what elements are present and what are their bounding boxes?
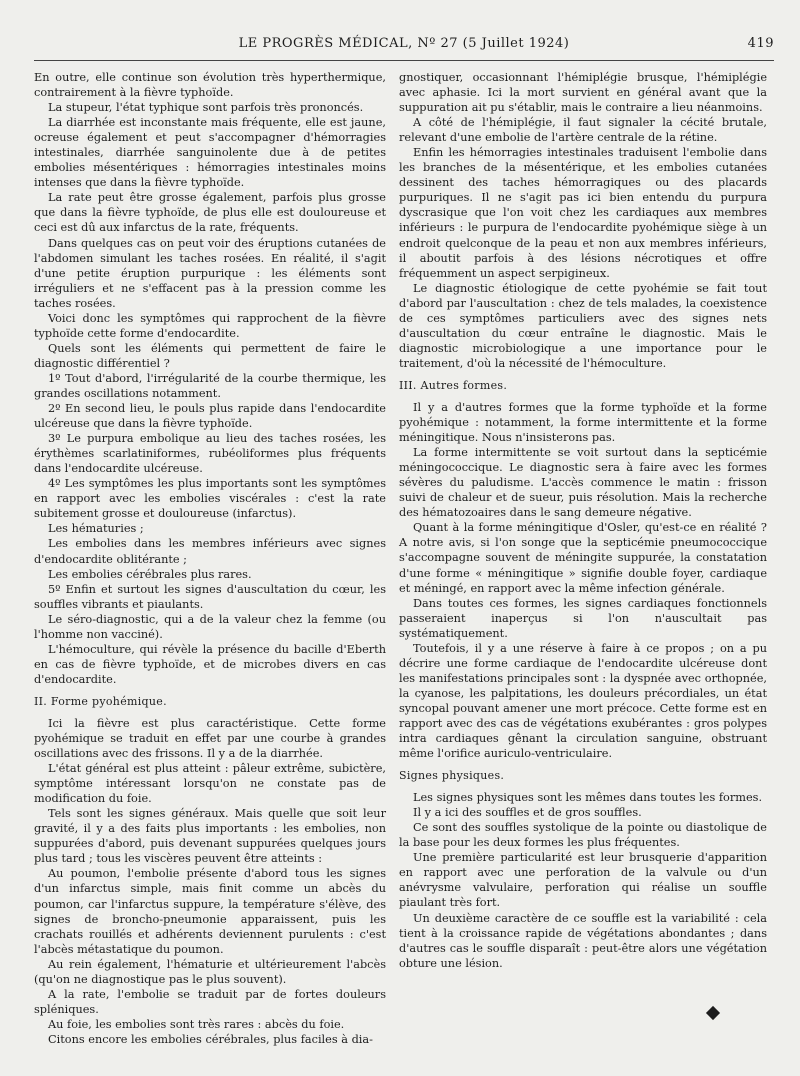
- paragraph: Citons encore les embolies cérébrales, plus faciles à dia-: [48, 1032, 373, 1046]
- paragraph: Les signes physiques sont les mêmes dans toutes les formes.: [413, 791, 763, 805]
- paragraph: La stupeur, l'état typhique sont parfois très prononcés.: [48, 101, 364, 115]
- header-rule: [34, 60, 774, 61]
- paragraph: Il y a ici des souffles et de gros souffles.: [413, 806, 642, 820]
- paragraph: A côté de l'hémiplégie, il faut signaler la cécité brutale, relevant d'une embolie de l'artère centrale de la rétine.: [399, 116, 767, 145]
- paragraph: Quels sont les éléments qui permettent de faire le diagnostic différentiel ?: [34, 341, 386, 370]
- paragraph: Quant à la forme méningitique d'Osler, qu'est-ce en réalité ? A notre avis, si l'on songe que la septicémie pneumococcique s'accompagne souvent de méningite suppurée, la constatation d'une forme « méningitique » signifie double foyer, cardiaque et méningé, en rapport avec la même infection générale.: [399, 521, 767, 595]
- section-heading: III. Autres formes.: [399, 378, 508, 392]
- paragraph: 4º Les symptômes les plus importants sont les symptômes en rapport avec les embolies viscérales : c'est la rate subitement grosse et douloureuse (infarctus).: [34, 477, 386, 521]
- paragraph: Ce sont des souffles systolique de la pointe ou diastolique de la base pour les deux formes les plus fréquentes.: [399, 821, 767, 850]
- paragraph: La rate peut être grosse également, parfois plus grosse que dans la fièvre typhoïde, de plus elle est douloureuse et ceci est dû aux infarctus de la rate, fréquents.: [34, 191, 386, 235]
- diamond-ornament-icon: [706, 1006, 720, 1020]
- paragraph: 5º Enfin et surtout les signes d'auscultation du cœur, les souffles vibrants et piaulants.: [34, 582, 386, 611]
- paragraph: Au poumon, l'embolie présente d'abord tous les signes d'un infarctus simple, mais finit comme un abcès du poumon, car l'infarctus suppure, la température s'élève, des signes de broncho-pneumonie apparaissent, puis les crachats rouillés et adhérents deviennent purulents : c'est l'abcès métastatique du poumon.: [34, 867, 386, 956]
- paragraph: Une première particularité est leur brusquerie d'apparition en rapport avec une perforation de la valvule ou d'un anévrysme valvulaire, perforation qui réalise un souffle piaulant très fort.: [399, 851, 767, 910]
- paragraph: 2º En second lieu, le pouls plus rapide dans l'endocardite ulcéreuse que dans la fièvre typhoïde.: [34, 402, 386, 431]
- paragraph: Les embolies dans les membres inférieurs avec signes d'endocardite oblitérante ;: [34, 537, 386, 566]
- paragraph: L'état général est plus atteint : pâleur extrême, subictère, symptôme intéressant lorsqu'on ne constate pas de modification du foie.: [34, 762, 386, 806]
- paragraph: 1º Tout d'abord, l'irrégularité de la courbe thermique, les grandes oscillations notamment.: [34, 371, 386, 400]
- paragraph: Dans toutes ces formes, les signes cardiaques fonctionnels passeraient inaperçus si l'on n'auscultait pas systématiquement.: [399, 596, 767, 640]
- left-column: [34, 70, 386, 1047]
- section-heading: Signes physiques.: [399, 769, 505, 783]
- paragraph: Voici donc les symptômes qui rapprochent de la fièvre typhoïde cette forme d'endocardite.: [34, 311, 386, 340]
- page-number: 419: [747, 36, 774, 51]
- paragraph: Au foie, les embolies sont très rares : abcès du foie.: [48, 1017, 345, 1031]
- paragraph: 3º Le purpura embolique au lieu des taches rosées, les érythèmes scarlatiniformes, rubéoliformes plus fréquents dans l'endocardite ulcéreuse.: [34, 432, 386, 476]
- paragraph: Le diagnostic étiologique de cette pyohémie se fait tout d'abord par l'auscultation : chez de tels malades, la coexistence de ces symptômes particuliers avec des signes nets d'auscultation du cœur entraîne le diagnostic. Mais le diagnostic microbiologique a une importance pour le traitement, d'où la nécessité de l'hémoculture.: [399, 281, 767, 370]
- paragraph: Enfin les hémorragies intestinales traduisent l'embolie dans les branches de la mésentérique, et les embolies cutanées dessinent des taches hémorragiques ou des placards purpuriques. Il ne s'agit pas ici bien entendu du purpura dyscrasique que l'on voit chez les cardiaques aux membres inférieurs : le purpura de l'endocardite pyohémique siège à un endroit quelconque de la peau et non aux membres inférieurs, il aboutit parfois à des lésions nécrotiques et offre fréquemment un aspect serpigineux.: [399, 146, 767, 280]
- paragraph: Les hématuries ;: [48, 522, 144, 536]
- paragraph: La diarrhée est inconstante mais fréquente, elle est jaune, ocreuse également et peut s'accompagner d'hémorragies intestinales, diarrhée sanguinolente due à de petites embolies mésentériques : hémorragies intestinales moins intenses que dans la fièvre typhoïde.: [34, 116, 386, 190]
- running-header: [34, 36, 774, 58]
- paragraph: Il y a d'autres formes que la forme typhoïde et la forme pyohémique : notamment, la forme intermittente et la forme méningitique. Nous n'insisterons pas.: [399, 400, 767, 445]
- paragraph: L'hémoculture, qui révèle la présence du bacille d'Eberth en cas de fièvre typhoïde, et de microbes divers en cas d'endocardite.: [34, 642, 386, 686]
- paragraph: En outre, elle continue son évolution très hyperthermique, contrairement à la fièvre typhoïde.: [34, 71, 386, 100]
- section-heading: II. Forme pyohémique.: [34, 694, 167, 708]
- paragraph: gnostiquer, occasionnant l'hémiplégie brusque, l'hémiplégie avec aphasie. Ici la mort survient en général avant que la suppuration ait pu s'établir, mais le contraire a lieu néanmoins.: [399, 71, 767, 115]
- paragraph: Un deuxième caractère de ce souffle est la variabilité : cela tient à la croissance rapide de végétations abondantes ; dans d'autres cas le souffle disparaît : peut-être alors une végétation obture une lésion.: [399, 911, 767, 970]
- paragraph: Le séro-diagnostic, qui a de la valeur chez la femme (ou l'homme non vacciné).: [34, 612, 386, 641]
- paragraph: A la rate, l'embolie se traduit par de fortes douleurs spléniques.: [34, 987, 386, 1016]
- paragraph: La forme intermittente se voit surtout dans la septicémie méningococcique. Le diagnostic sera à faire avec les formes sévères du paludisme. L'accès commence le matin : frisson suivi de chaleur et de sueur, puis résolution. Mais la recherche des hématozoaires dans le sang demeure négative.: [399, 446, 767, 520]
- paragraph: Au rein également, l'hématurie et ultérieurement l'abcès (qu'on ne diagnostique pas le plus souvent).: [34, 957, 386, 986]
- paragraph: Toutefois, il y a une réserve à faire à ce propos ; on a pu décrire une forme cardiaque de l'endocardite ulcéreuse dont les manifestations principales sont : la dyspnée avec orthopnée, la cyanose, les palpitations, les douleurs précordiales, un état syncopal pouvant amener une mort précoce. Cette forme est en rapport avec des cas de végétations exubérantes : gros polypes intra cardiaques gênant la circulation sanguine, obstruant même l'orifice auriculo-ventriculaire.: [399, 641, 767, 761]
- paragraph: Dans quelques cas on peut voir des éruptions cutanées de l'abdomen simulant les taches rosées. En réalité, il s'agit d'une petite éruption purpurique : les éléments sont irréguliers et ne s'effacent pas à la pression comme les taches rosées.: [34, 236, 386, 310]
- right-column: [399, 70, 767, 971]
- paragraph: Tels sont les signes généraux. Mais quelle que soit leur gravité, il y a des faits plus importants : les embolies, non suppurées d'abord, puis devenant suppurées quelques jours plus tard ; tous les viscères peuvent être atteints :: [34, 807, 386, 866]
- paragraph: Ici la fièvre est plus caractéristique. Cette forme pyohémique se traduit en effet par une courbe à grandes oscillations avec des frissons. Il y a de la diarrhée.: [34, 716, 386, 761]
- journal-title: LE PROGRÈS MÉDICAL, Nº 27 (5 Juillet 1924): [238, 36, 570, 51]
- paragraph: Les embolies cérébrales plus rares.: [48, 567, 252, 581]
